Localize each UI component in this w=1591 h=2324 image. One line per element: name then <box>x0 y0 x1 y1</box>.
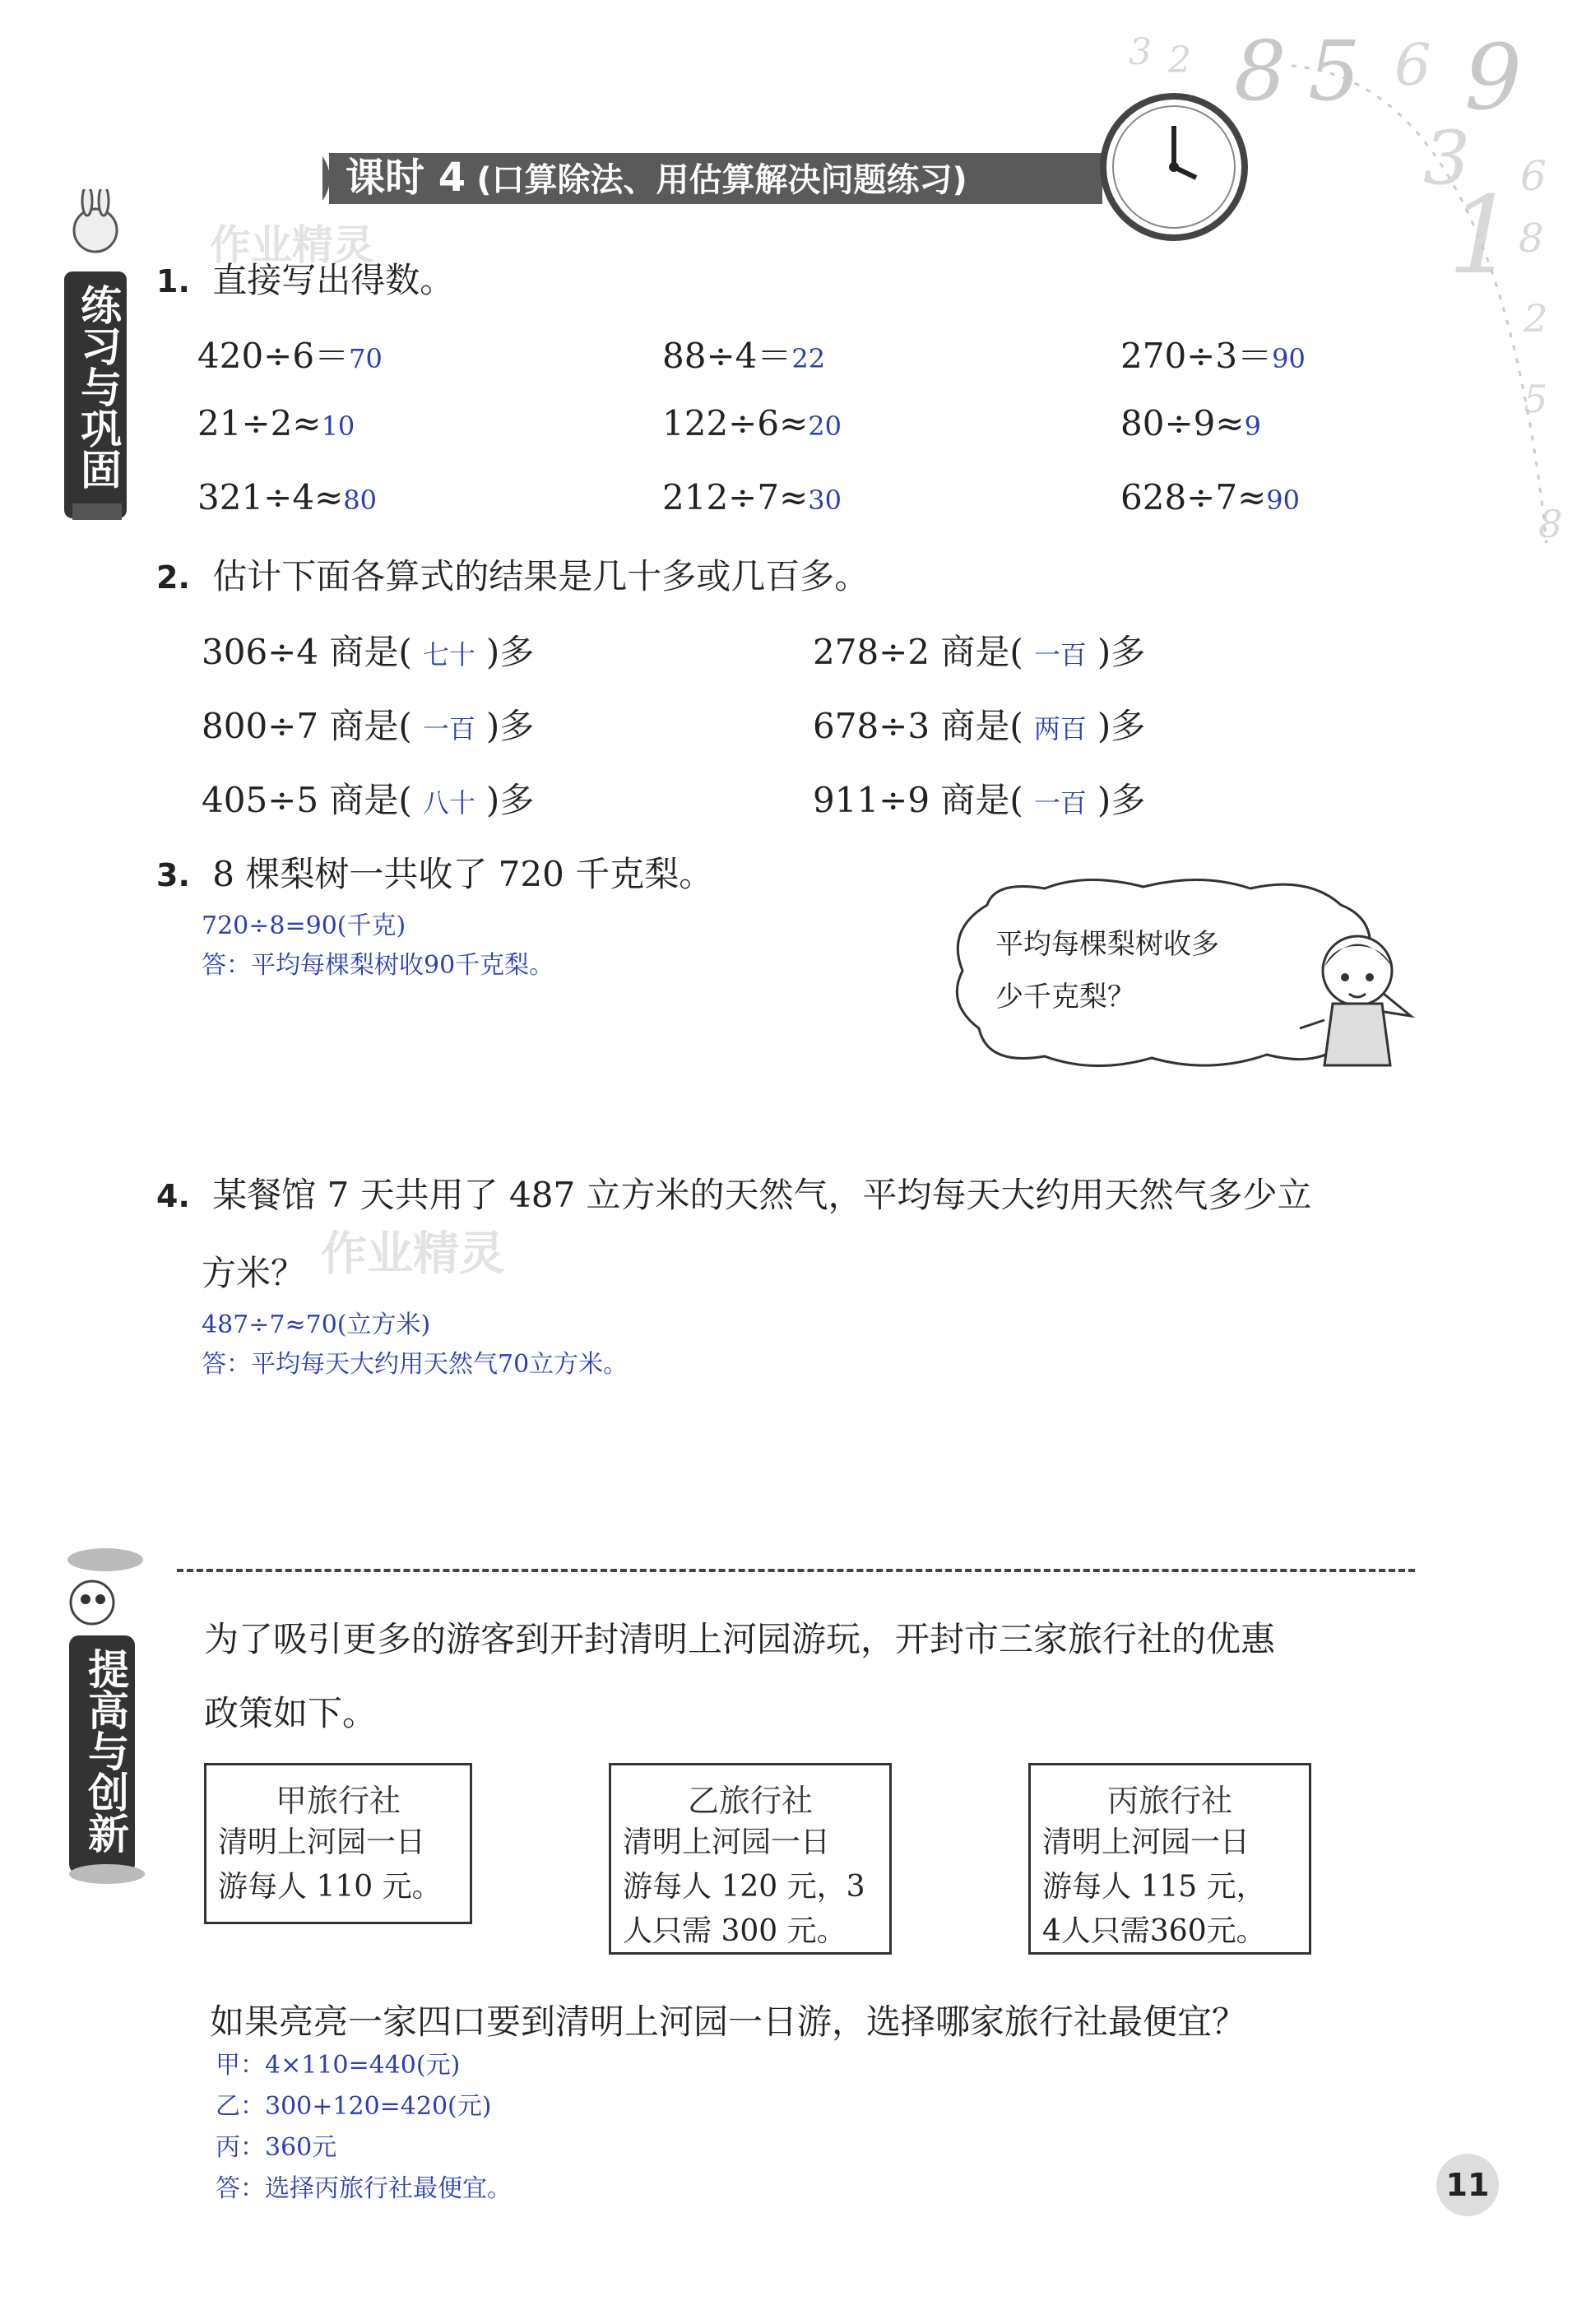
agency-line: 人只需 300 元。 <box>623 1914 847 1948</box>
bubble-line: 平均每棵梨树收多 <box>995 928 1219 961</box>
q1-item <box>662 329 825 378</box>
watermark: 作业精灵 <box>210 221 374 269</box>
expression: 21÷2≈ <box>197 403 322 443</box>
q2-item <box>202 625 534 675</box>
agency-name: 甲旅行社 <box>275 1783 401 1819</box>
section-divider <box>177 1569 1415 1572</box>
q1-item <box>197 477 377 517</box>
q1-item <box>197 329 383 378</box>
question-number: 3. <box>156 857 190 893</box>
answer: 20 <box>808 411 842 442</box>
q5-answer-line: 丙：360元 <box>216 2133 337 2162</box>
decor-digit: 6 <box>1520 152 1547 200</box>
question-text: 估计下面各算式的结果是几十多或几百多。 <box>212 556 870 596</box>
question-text: 直接写出得数。 <box>212 260 455 300</box>
q1-item <box>1120 403 1261 443</box>
speech-bubble <box>995 918 1219 1023</box>
agency-line: 4人只需360元。 <box>1042 1914 1266 1948</box>
question-5-text: 为了吸引更多的游客到开封清明上河园游玩，开封市三家旅行社的优惠 <box>204 1619 1276 1659</box>
answer: 90 <box>1266 485 1300 516</box>
expression-tail: )多 <box>485 632 535 672</box>
lesson-header <box>313 138 1119 216</box>
agency-line: 清明上河园一日 <box>1042 1825 1250 1859</box>
q2-item <box>813 625 1145 675</box>
answer: 一百 <box>422 713 475 745</box>
expression-tail: )多 <box>485 780 535 820</box>
practice-label: 练习与巩固 <box>74 284 122 489</box>
expression: 800÷7 商是( <box>202 706 412 746</box>
answer: 两百 <box>1033 713 1087 745</box>
question-text: 方米？ <box>202 1253 306 1293</box>
decor-digit: 9 <box>1464 25 1522 130</box>
girl-icon <box>1292 921 1415 1069</box>
agency-name: 丙旅行社 <box>1106 1783 1232 1819</box>
expression: 420÷6＝ <box>197 336 350 376</box>
agency-line: 游每人 110 元。 <box>218 1870 442 1904</box>
q1-item <box>197 403 355 443</box>
decor-digit: 8 <box>1519 216 1544 262</box>
lesson-subtitle: (口算除法、用估算解决问题练习) <box>476 161 967 199</box>
answer: 一百 <box>1033 787 1087 819</box>
decor-digit: 3 <box>1129 31 1152 73</box>
expression: 678÷3 商是( <box>813 706 1023 746</box>
expression: 212÷7≈ <box>662 477 809 517</box>
bubble-line: 少千克梨？ <box>995 981 1135 1014</box>
q5-answer-line: 甲：4×110=440(元) <box>216 2051 461 2080</box>
question-5-prompt: 如果亮亮一家四口要到清明上河园一日游，选择哪家旅行社最便宜？ <box>210 2002 1247 2042</box>
decor-digit: 6 <box>1394 31 1431 99</box>
question-number: 1. <box>156 263 190 299</box>
decor-digit: 2 <box>1524 296 1548 341</box>
expression-tail: )多 <box>485 706 535 746</box>
expression-tail: )多 <box>1097 780 1146 820</box>
question-text: 某餐馆 7 天共用了 487 立方米的天然气，平均每天大约用天然气多少立 <box>212 1175 1312 1215</box>
question-4-heading <box>156 1168 1312 1218</box>
answer: 90 <box>1272 343 1306 374</box>
question-2-heading <box>156 550 869 599</box>
q4-answer-line: 答：平均每天大约用天然气70立方米。 <box>202 1350 629 1379</box>
decor-digit: 1 <box>1448 173 1516 298</box>
answer: 30 <box>808 485 842 516</box>
q1-item <box>1120 329 1306 378</box>
expression: 321÷4≈ <box>197 477 344 517</box>
agency-card-yi <box>609 1763 892 1955</box>
answer: 八十 <box>422 787 475 819</box>
q5-answer-line: 乙：300+120=420(元) <box>216 2092 492 2121</box>
answer: 七十 <box>422 639 475 670</box>
expression-tail: )多 <box>1097 632 1146 672</box>
question-5-text: 政策如下。 <box>204 1693 378 1733</box>
answer: 70 <box>349 343 383 374</box>
decor-digit: 3 <box>1423 115 1471 202</box>
expression: 911÷9 商是( <box>813 780 1023 820</box>
question-3-heading <box>156 847 713 897</box>
expression: 628÷7≈ <box>1120 477 1267 517</box>
agency-card-jia <box>204 1763 472 1924</box>
expression: 122÷6≈ <box>662 403 809 443</box>
improve-label: 提高与创新 <box>81 1648 129 1853</box>
q2-item <box>202 699 534 749</box>
decor-digit: 2 <box>1168 39 1191 81</box>
decor-dotted-arc <box>1283 49 1579 559</box>
question-number: 2. <box>156 559 190 596</box>
expression-tail: )多 <box>1097 706 1146 746</box>
agency-line: 游每人 120 元，3 <box>623 1870 865 1904</box>
q1-item <box>662 403 842 443</box>
expression: 80÷9≈ <box>1120 403 1245 443</box>
lesson-title: 课时 4 <box>346 155 466 201</box>
q3-answer-line: 答：平均每棵梨树收90千克梨。 <box>202 951 554 980</box>
answer: 10 <box>321 411 355 442</box>
decor-digit: 8 <box>1234 23 1287 119</box>
section-badge-practice <box>56 189 135 535</box>
q3-answer-line: 720÷8=90(千克) <box>202 912 406 940</box>
expression: 405÷5 商是( <box>202 780 412 820</box>
q5-answer-line: 答：选择丙旅行社最便宜。 <box>216 2174 512 2203</box>
watermark: 作业精灵 <box>321 1227 505 1281</box>
decor-digit: 5 <box>1308 23 1361 119</box>
answer: 80 <box>343 485 377 516</box>
q1-item <box>662 477 842 517</box>
page-number: 11 <box>1436 2154 1499 2216</box>
clock-icon <box>1096 89 1252 245</box>
decor-digit: 8 <box>1538 502 1563 546</box>
agency-line: 清明上河园一日 <box>623 1825 831 1859</box>
answer: 9 <box>1244 411 1261 442</box>
question-number: 4. <box>156 1178 190 1214</box>
agency-name: 乙旅行社 <box>687 1783 813 1819</box>
q4-answer-line: 487÷7≈70(立方米) <box>202 1310 431 1339</box>
expression: 278÷2 商是( <box>813 632 1023 672</box>
q1-item <box>1120 477 1300 517</box>
question-1-heading <box>156 253 454 303</box>
agency-card-bing <box>1028 1763 1311 1955</box>
answer: 22 <box>791 343 826 374</box>
answer: 一百 <box>1033 639 1087 670</box>
expression: 88÷4＝ <box>662 336 792 376</box>
decor-digit: 5 <box>1524 377 1548 421</box>
q2-item <box>813 699 1145 749</box>
section-badge-improve <box>58 1545 148 1890</box>
agency-line: 清明上河园一日 <box>218 1825 426 1859</box>
expression: 270÷3＝ <box>1120 336 1273 376</box>
q2-item <box>813 773 1145 823</box>
q2-item <box>202 773 534 823</box>
question-text: 8 棵梨树一共收了 720 千克梨。 <box>212 854 714 894</box>
agency-line: 游每人 115 元， <box>1042 1870 1266 1904</box>
expression: 306÷4 商是( <box>202 632 412 672</box>
